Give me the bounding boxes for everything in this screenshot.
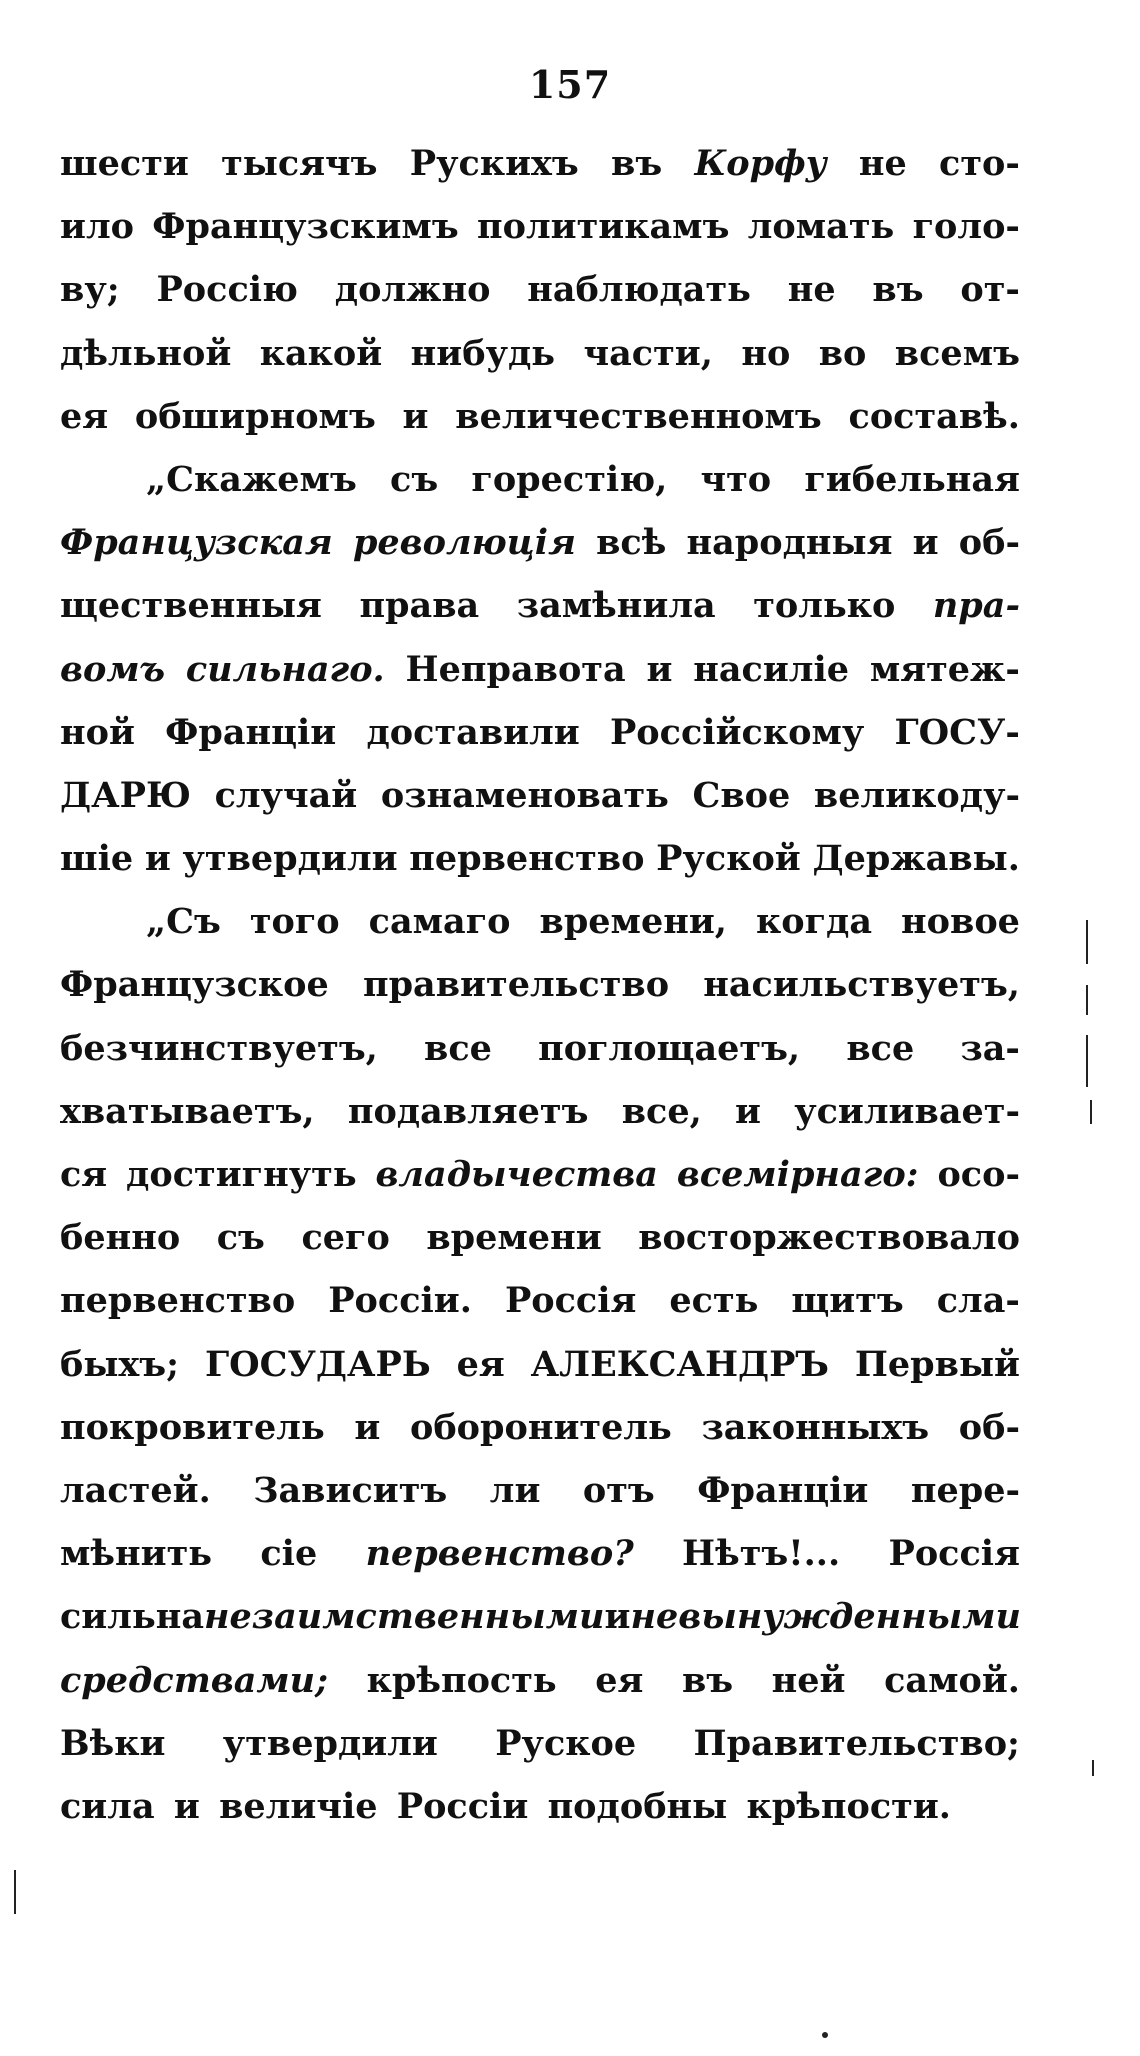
- text-line: [60, 1522, 1020, 1585]
- word: ея: [595, 1659, 644, 1701]
- word: ли: [489, 1469, 541, 1511]
- word: и: [912, 522, 939, 564]
- word: части,: [583, 332, 713, 374]
- word: горестію,: [471, 458, 668, 500]
- word: Зависитъ: [253, 1469, 448, 1511]
- word: величіе: [219, 1785, 378, 1827]
- word: есть: [669, 1280, 759, 1322]
- word: сіе: [260, 1533, 318, 1575]
- text-line: [60, 1269, 1020, 1332]
- word: революція: [352, 522, 576, 564]
- text-line: [60, 890, 1020, 953]
- word: великоду-: [813, 774, 1020, 816]
- text-line: [60, 1712, 1020, 1775]
- word: ся: [60, 1154, 108, 1195]
- word: всѣ: [596, 522, 667, 564]
- word: Французскимъ: [152, 206, 459, 248]
- word: и: [604, 1596, 631, 1638]
- word: восторжествовало: [638, 1217, 1020, 1259]
- word: бенно: [60, 1217, 181, 1259]
- word: замѣнила: [516, 585, 716, 627]
- word: и: [354, 1406, 381, 1448]
- word: поглощаетъ,: [538, 1027, 801, 1069]
- word: случай: [214, 774, 358, 816]
- word: ной: [60, 711, 135, 753]
- word: осо-: [937, 1154, 1020, 1195]
- word: безчинствуетъ,: [60, 1027, 378, 1069]
- scan-mark: [1090, 1100, 1092, 1124]
- word: времени: [426, 1217, 602, 1259]
- word: съ: [216, 1217, 265, 1259]
- word: ознаменовать: [380, 774, 669, 816]
- text-line: [60, 1585, 1020, 1648]
- word: „Съ: [146, 901, 221, 943]
- word: сла-: [936, 1280, 1020, 1322]
- word: тысячъ: [221, 143, 378, 184]
- word: вомъ: [60, 648, 166, 690]
- word: Правительство;: [693, 1722, 1020, 1764]
- word: правительство: [362, 964, 670, 1006]
- word: вынужденными: [678, 1596, 1021, 1638]
- word: Россіи.: [328, 1280, 472, 1322]
- word: средствами;: [60, 1659, 329, 1701]
- text-line: [60, 827, 1020, 890]
- word: народныя: [686, 522, 893, 564]
- word: Французская: [60, 522, 333, 564]
- text-line: [60, 1080, 1020, 1143]
- text-line: [60, 195, 1020, 258]
- word: заимственными: [251, 1596, 605, 1638]
- word: все: [424, 1027, 492, 1069]
- word: „Скажемъ: [146, 458, 357, 500]
- text-line: [60, 1396, 1020, 1459]
- word: того: [249, 901, 340, 943]
- word: Россія: [504, 1280, 637, 1322]
- word: крѣпость: [366, 1659, 557, 1701]
- word: достигнуть: [126, 1154, 357, 1195]
- word: Рускихъ: [409, 143, 579, 184]
- word: утвердили: [222, 1722, 438, 1764]
- word: времени,: [539, 901, 727, 943]
- text-line: [60, 132, 1020, 195]
- word: дѣльной: [60, 332, 232, 374]
- word: все,: [621, 1090, 702, 1132]
- word: за-: [960, 1027, 1020, 1069]
- text-line: [60, 448, 1020, 511]
- text-line: [60, 1143, 1020, 1206]
- word: и: [173, 1785, 200, 1827]
- scan-mark: [1086, 920, 1088, 964]
- word: об-: [958, 1406, 1020, 1448]
- word: но: [741, 332, 791, 374]
- word: должно: [334, 269, 491, 311]
- text-line: [60, 1017, 1020, 1080]
- word: что: [700, 458, 772, 500]
- word: от-: [960, 269, 1020, 311]
- text-line: [60, 638, 1020, 701]
- word: мѣнить: [60, 1533, 213, 1575]
- text-line: [60, 1206, 1020, 1269]
- word: когда: [755, 901, 873, 943]
- text-line: [60, 322, 1020, 385]
- word: насильствуетъ,: [703, 964, 1020, 1006]
- word: Франціи: [697, 1469, 869, 1511]
- word: права: [359, 585, 480, 627]
- word: быхъ;: [60, 1343, 180, 1385]
- word: не: [787, 269, 836, 311]
- word: голо-: [912, 206, 1020, 248]
- word: только: [753, 585, 896, 627]
- word: Первый: [854, 1343, 1020, 1385]
- word: всемъ: [894, 332, 1020, 374]
- word: всемірнаго:: [676, 1154, 919, 1195]
- scan-mark: [822, 2032, 828, 2038]
- word: гибельная: [804, 458, 1020, 500]
- text-line: [60, 574, 1020, 637]
- word: мятеж-: [869, 648, 1020, 690]
- word: утвердили: [182, 838, 398, 880]
- word: усиливает-: [794, 1090, 1020, 1132]
- word: покровитель: [60, 1406, 325, 1448]
- text-line: [60, 953, 1020, 1016]
- word: не: [204, 1596, 252, 1638]
- word: ея: [60, 395, 109, 437]
- word: ву;: [60, 269, 120, 311]
- word: ластей.: [60, 1469, 211, 1511]
- word: Россія: [888, 1533, 1020, 1575]
- word: ДАРЮ: [60, 774, 191, 816]
- word: въ: [872, 269, 924, 311]
- word: обширномъ: [134, 395, 376, 437]
- word: сто-: [939, 143, 1020, 184]
- word: Корфу: [694, 143, 827, 184]
- word: шести: [60, 143, 189, 184]
- text-line: [60, 511, 1020, 574]
- word: въ: [681, 1659, 734, 1701]
- word: Свое: [692, 774, 791, 816]
- word: не: [630, 1596, 679, 1638]
- word: Нѣтъ!...: [682, 1533, 841, 1575]
- word: Руской: [656, 838, 801, 880]
- word: шіе: [60, 838, 134, 880]
- word: первенство?: [365, 1533, 634, 1575]
- word: ГОСУ-: [894, 711, 1020, 753]
- word: Руское: [495, 1722, 637, 1764]
- word: и: [402, 395, 429, 437]
- word: самой.: [884, 1659, 1020, 1701]
- word: политикамъ: [476, 206, 730, 248]
- text-line: [60, 1459, 1020, 1522]
- scan-mark: [14, 1870, 16, 1914]
- word: нибудь: [410, 332, 556, 374]
- word: и: [144, 838, 171, 880]
- word: пере-: [910, 1469, 1020, 1511]
- word: Россіи: [396, 1785, 529, 1827]
- word: АЛЕКСАНДРЪ: [530, 1343, 829, 1385]
- text-line: [60, 1333, 1020, 1396]
- word: не: [858, 143, 907, 184]
- word: Франціи: [165, 711, 337, 753]
- word: Россійскому: [609, 711, 865, 753]
- word: все: [846, 1027, 915, 1069]
- word: об-: [958, 522, 1020, 564]
- page-number: 157: [528, 62, 612, 107]
- word: щественныя: [60, 585, 322, 627]
- text-line: [60, 1775, 1020, 1838]
- word: владычества: [375, 1154, 658, 1195]
- word: составѣ.: [848, 395, 1020, 437]
- word: Французское: [60, 964, 329, 1006]
- word: ило: [60, 206, 134, 248]
- word: доставили: [366, 711, 580, 753]
- word: какой: [259, 332, 383, 374]
- word: въ: [611, 143, 663, 184]
- body-text: [60, 132, 1020, 1838]
- word: Вѣки: [60, 1722, 166, 1764]
- text-line: [60, 385, 1020, 448]
- word: сего: [301, 1217, 390, 1259]
- scan-mark: [1092, 1760, 1094, 1776]
- scan-mark: [1086, 1035, 1088, 1087]
- word: во: [818, 332, 867, 374]
- word: ней: [771, 1659, 846, 1701]
- word: сильнаго.: [185, 648, 385, 690]
- word: подобны: [547, 1785, 728, 1827]
- word: хватываетъ,: [60, 1090, 315, 1132]
- word: крѣпости.: [746, 1785, 951, 1827]
- word: ГОСУДАРЬ: [204, 1343, 431, 1385]
- word: величественномъ: [455, 395, 822, 437]
- word: сила: [60, 1785, 155, 1827]
- word: щитъ: [791, 1280, 904, 1322]
- word: оборонитель: [409, 1406, 672, 1448]
- word: подавляетъ: [347, 1090, 589, 1132]
- word: наблюдать: [527, 269, 751, 311]
- word: и: [646, 648, 673, 690]
- word: сильна: [60, 1596, 204, 1638]
- word: первенство: [409, 838, 645, 880]
- word: отъ: [582, 1469, 655, 1511]
- word: пра-: [932, 585, 1020, 627]
- word: новое: [901, 901, 1020, 943]
- word: и: [735, 1090, 761, 1132]
- word: самаго: [368, 901, 511, 943]
- word: Неправота: [405, 648, 626, 690]
- word: Россію: [156, 269, 298, 311]
- word: насиліе: [693, 648, 850, 690]
- text-line: [60, 764, 1020, 827]
- scan-mark: [1086, 985, 1088, 1015]
- text-line: [60, 701, 1020, 764]
- word: ея: [456, 1343, 505, 1385]
- text-line: [60, 258, 1020, 321]
- word: ломать: [747, 206, 895, 248]
- word: первенство: [60, 1280, 296, 1322]
- text-line: [60, 1649, 1020, 1712]
- word: Державы.: [812, 838, 1020, 880]
- word: съ: [390, 458, 439, 500]
- word: законныхъ: [701, 1406, 930, 1448]
